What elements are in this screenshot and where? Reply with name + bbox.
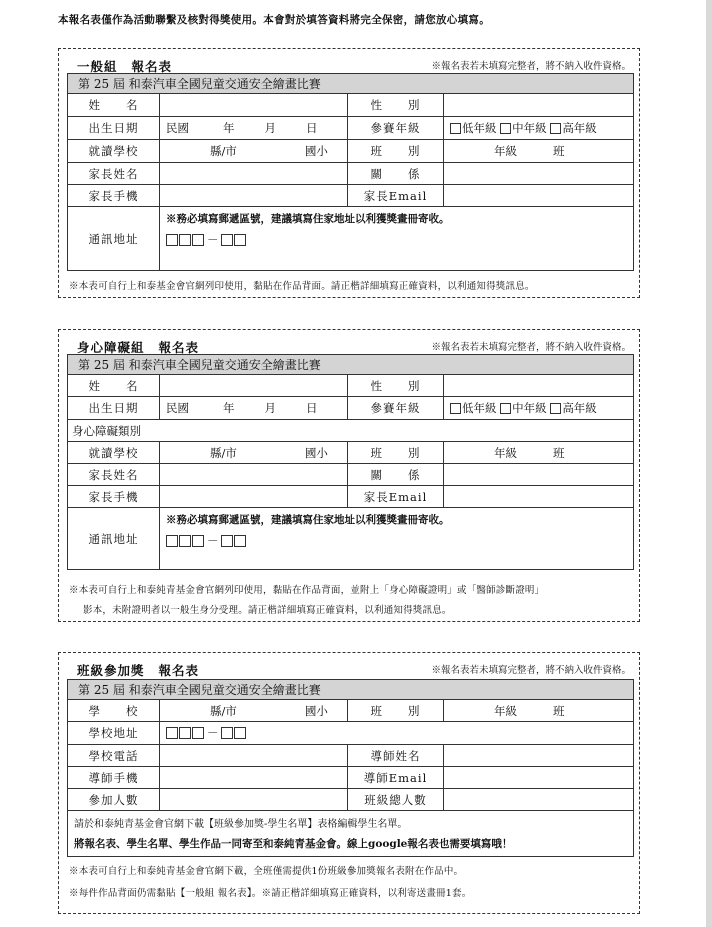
school-address-label: 學校地址 bbox=[68, 722, 160, 745]
parent-phone-field[interactable] bbox=[160, 185, 348, 207]
teacher-name-field[interactable] bbox=[444, 745, 634, 767]
grade-low-label: 低年級 bbox=[462, 121, 497, 135]
general-form-label: 報名表 bbox=[131, 59, 173, 74]
parent-name-label: 家長姓名 bbox=[68, 464, 160, 486]
general-group-label: 一般組 bbox=[77, 59, 118, 74]
disability-footer-line2: 影本，未附證明者以一般生身分受理。請正楷詳細填寫正確資料，以利通知得獎訊息。 bbox=[83, 605, 452, 616]
zip-dash: － bbox=[207, 534, 219, 548]
gender-field[interactable] bbox=[444, 94, 634, 117]
school-field[interactable] bbox=[160, 442, 348, 464]
school-field[interactable] bbox=[160, 140, 348, 163]
grade-mid-checkbox[interactable] bbox=[500, 403, 511, 414]
parent-email-field[interactable] bbox=[444, 486, 634, 508]
class-award-instructions bbox=[68, 811, 634, 857]
elementary-label: 國小 bbox=[304, 703, 328, 718]
class-suffix-label: 班 bbox=[553, 144, 565, 158]
zip-box[interactable] bbox=[166, 234, 178, 246]
class-label: 班 別 bbox=[348, 700, 444, 722]
zip-box[interactable] bbox=[166, 535, 178, 547]
general-form-table bbox=[67, 73, 634, 271]
birth-year: 年 bbox=[223, 401, 235, 415]
relation-label: 關 係 bbox=[348, 464, 444, 486]
zip-box[interactable] bbox=[179, 727, 191, 739]
zip-box[interactable] bbox=[192, 234, 204, 246]
page-edge bbox=[706, 0, 712, 927]
parent-email-field[interactable] bbox=[444, 185, 634, 207]
elementary-label: 國小 bbox=[304, 144, 328, 158]
teacher-name-label: 導師姓名 bbox=[348, 745, 444, 767]
class-field[interactable] bbox=[444, 140, 634, 163]
class-award-form-label: 報名表 bbox=[158, 663, 200, 678]
class-suffix-label: 班 bbox=[553, 445, 565, 460]
zip-box[interactable] bbox=[221, 234, 233, 246]
gender-label: 性 別 bbox=[348, 94, 444, 117]
grade-high-checkbox[interactable] bbox=[550, 123, 561, 134]
disability-group-label: 身心障礙組 bbox=[77, 340, 145, 355]
class-total-label: 班級總人數 bbox=[348, 789, 444, 811]
relation-field[interactable] bbox=[444, 464, 634, 486]
disability-footer-line1: ※本表可自行上和泰純青基金會官網列印使用，黏貼在作品背面，並附上「身心障礙證明」或「醫師診斷證明」 bbox=[69, 585, 545, 596]
class-total-field[interactable] bbox=[444, 789, 634, 811]
zip-code-boxes[interactable] bbox=[166, 232, 627, 248]
parent-name-label: 家長姓名 bbox=[68, 163, 160, 185]
disability-incomplete-note: ※報名表若未填寫完整者，將不納入收件資格。 bbox=[431, 342, 631, 353]
name-label: 姓 名 bbox=[68, 375, 160, 397]
teacher-phone-field[interactable] bbox=[160, 767, 348, 789]
participants-label: 參加人數 bbox=[68, 789, 160, 811]
name-label: 姓 名 bbox=[68, 94, 160, 117]
class-school-field[interactable] bbox=[160, 700, 348, 722]
grade-options bbox=[444, 397, 634, 420]
parent-phone-label: 家長手機 bbox=[68, 185, 160, 207]
instruction-mail: 將報名表、學生名單、學生作品一同寄至和泰純青基金會。線上google報名表也需要填寫哦！ bbox=[74, 838, 513, 850]
birth-day: 日 bbox=[306, 121, 318, 135]
class-field[interactable] bbox=[444, 700, 634, 722]
zip-dash: － bbox=[207, 726, 219, 740]
disability-form bbox=[58, 329, 640, 622]
zip-box[interactable] bbox=[192, 727, 204, 739]
birth-roc: 民國 bbox=[166, 401, 189, 415]
grade-low-checkbox[interactable] bbox=[450, 123, 461, 134]
address-note: ※務必填寫郵遞區號，建議填寫住家地址以利獲獎畫冊寄收。 bbox=[166, 213, 450, 225]
school-label: 就讀學校 bbox=[68, 442, 160, 464]
birth-day: 日 bbox=[306, 401, 318, 415]
teacher-phone-label: 導師手機 bbox=[68, 767, 160, 789]
class-award-footer1: ※本表可自行上和泰純青基金會官網下載，全班僅需提供1份班級參加獎報名表附在作品中。 bbox=[69, 866, 464, 877]
grade-mid-label: 中年級 bbox=[512, 401, 547, 415]
parent-phone-label: 家長手機 bbox=[68, 486, 160, 508]
teacher-email-label: 導師Email bbox=[348, 767, 444, 789]
zip-box[interactable] bbox=[221, 727, 233, 739]
school-label: 就讀學校 bbox=[68, 140, 160, 163]
elementary-label: 國小 bbox=[304, 445, 328, 460]
zip-box[interactable] bbox=[179, 535, 191, 547]
zip-box[interactable] bbox=[192, 535, 204, 547]
address-field[interactable] bbox=[160, 207, 634, 271]
address-note: ※務必填寫郵遞區號，建議填寫住家地址以利獲獎畫冊寄收。 bbox=[166, 514, 450, 526]
disability-type-field[interactable] bbox=[68, 420, 634, 442]
school-address-field[interactable] bbox=[160, 722, 634, 745]
class-school-label: 學 校 bbox=[68, 700, 160, 722]
class-label: 班 別 bbox=[348, 140, 444, 163]
birth-label: 出生日期 bbox=[68, 397, 160, 420]
grade-high-label: 高年級 bbox=[562, 401, 597, 415]
class-award-group-label: 班級參加獎 bbox=[77, 663, 145, 678]
birth-field[interactable] bbox=[160, 397, 348, 420]
contest-title: 第 25 屆 和泰汽車全國兒童交通安全繪畫比賽 bbox=[68, 355, 634, 375]
birth-label: 出生日期 bbox=[68, 117, 160, 140]
class-award-incomplete-note: ※報名表若未填寫完整者，將不納入收件資格。 bbox=[431, 665, 631, 676]
parent-email-label: 家長Email bbox=[348, 185, 444, 207]
relation-label: 關 係 bbox=[348, 163, 444, 185]
general-form bbox=[58, 48, 640, 298]
privacy-notice: 本報名表僅作為活動聯繫及核對得獎使用。本會對於填答資料將完全保密，請您放心填寫。 bbox=[58, 14, 490, 26]
class-grade-label: 年級 bbox=[494, 703, 517, 718]
birth-field[interactable] bbox=[160, 117, 348, 140]
address-label: 通訊地址 bbox=[68, 508, 160, 570]
zip-box[interactable] bbox=[221, 535, 233, 547]
zip-code-boxes[interactable] bbox=[166, 533, 627, 549]
relation-field[interactable] bbox=[444, 163, 634, 185]
gender-label: 性 別 bbox=[348, 375, 444, 397]
county-label: 縣/市 bbox=[210, 144, 237, 158]
teacher-email-field[interactable] bbox=[444, 767, 634, 789]
parent-email-label: 家長Email bbox=[348, 486, 444, 508]
contest-title: 第 25 屆 和泰汽車全國兒童交通安全繪畫比賽 bbox=[68, 74, 634, 94]
birth-year: 年 bbox=[223, 121, 235, 135]
grade-low-checkbox[interactable] bbox=[450, 403, 461, 414]
class-label: 班 別 bbox=[348, 442, 444, 464]
address-field[interactable] bbox=[160, 508, 634, 570]
zip-box[interactable] bbox=[234, 727, 246, 739]
general-incomplete-note: ※報名表若未填寫完整者，將不納入收件資格。 bbox=[431, 61, 631, 72]
address-label: 通訊地址 bbox=[68, 207, 160, 271]
class-grade-label: 年級 bbox=[494, 445, 517, 460]
school-phone-field[interactable] bbox=[160, 745, 348, 767]
class-award-form-heading bbox=[77, 661, 199, 679]
class-grade-label: 年級 bbox=[494, 144, 517, 158]
class-suffix-label: 班 bbox=[553, 703, 565, 718]
class-award-form bbox=[58, 652, 640, 914]
disability-form-label: 報名表 bbox=[158, 340, 200, 355]
class-field[interactable] bbox=[444, 442, 634, 464]
county-label: 縣/市 bbox=[210, 703, 237, 718]
grade-low-label: 低年級 bbox=[462, 401, 497, 415]
zip-box[interactable] bbox=[234, 234, 246, 246]
contest-title: 第 25 屆 和泰汽車全國兒童交通安全繪畫比賽 bbox=[68, 680, 634, 700]
grade-label: 參賽年級 bbox=[348, 117, 444, 140]
zip-box[interactable] bbox=[166, 727, 178, 739]
class-award-footer2: ※每件作品背面仍需黏貼【一般組 報名表】。※請正楷詳細填寫正確資料，以利寄送畫冊1套。 bbox=[69, 888, 472, 899]
zip-dash: － bbox=[207, 233, 219, 247]
disability-type-label: 身心障礙類別 bbox=[72, 423, 141, 438]
grade-high-label: 高年級 bbox=[562, 121, 597, 135]
name-field[interactable] bbox=[160, 94, 348, 117]
general-footer: ※本表可自行上和泰基金會官網列印使用，黏貼在作品背面。請正楷詳細填寫正確資料，以利通知得獎訊息。 bbox=[69, 281, 535, 292]
class-award-table bbox=[67, 679, 634, 857]
school-phone-label: 學校電話 bbox=[68, 745, 160, 767]
parent-name-field[interactable] bbox=[160, 163, 348, 185]
birth-month: 月 bbox=[264, 401, 276, 415]
participants-field[interactable] bbox=[160, 789, 348, 811]
disability-form-table bbox=[67, 354, 634, 570]
grade-mid-label: 中年級 bbox=[512, 121, 547, 135]
grade-high-checkbox[interactable] bbox=[550, 403, 561, 414]
zip-box[interactable] bbox=[179, 234, 191, 246]
grade-options bbox=[444, 117, 634, 140]
name-field[interactable] bbox=[160, 375, 348, 397]
county-label: 縣/市 bbox=[210, 445, 237, 460]
gender-field[interactable] bbox=[444, 375, 634, 397]
grade-mid-checkbox[interactable] bbox=[500, 123, 511, 134]
instruction-download: 請於和泰純青基金會官網下載【班級參加獎-學生名單】表格編輯學生名單。 bbox=[74, 819, 408, 830]
birth-roc: 民國 bbox=[166, 121, 189, 135]
zip-box[interactable] bbox=[234, 535, 246, 547]
parent-phone-field[interactable] bbox=[160, 486, 348, 508]
birth-month: 月 bbox=[264, 121, 276, 135]
grade-label: 參賽年級 bbox=[348, 397, 444, 420]
parent-name-field[interactable] bbox=[160, 464, 348, 486]
